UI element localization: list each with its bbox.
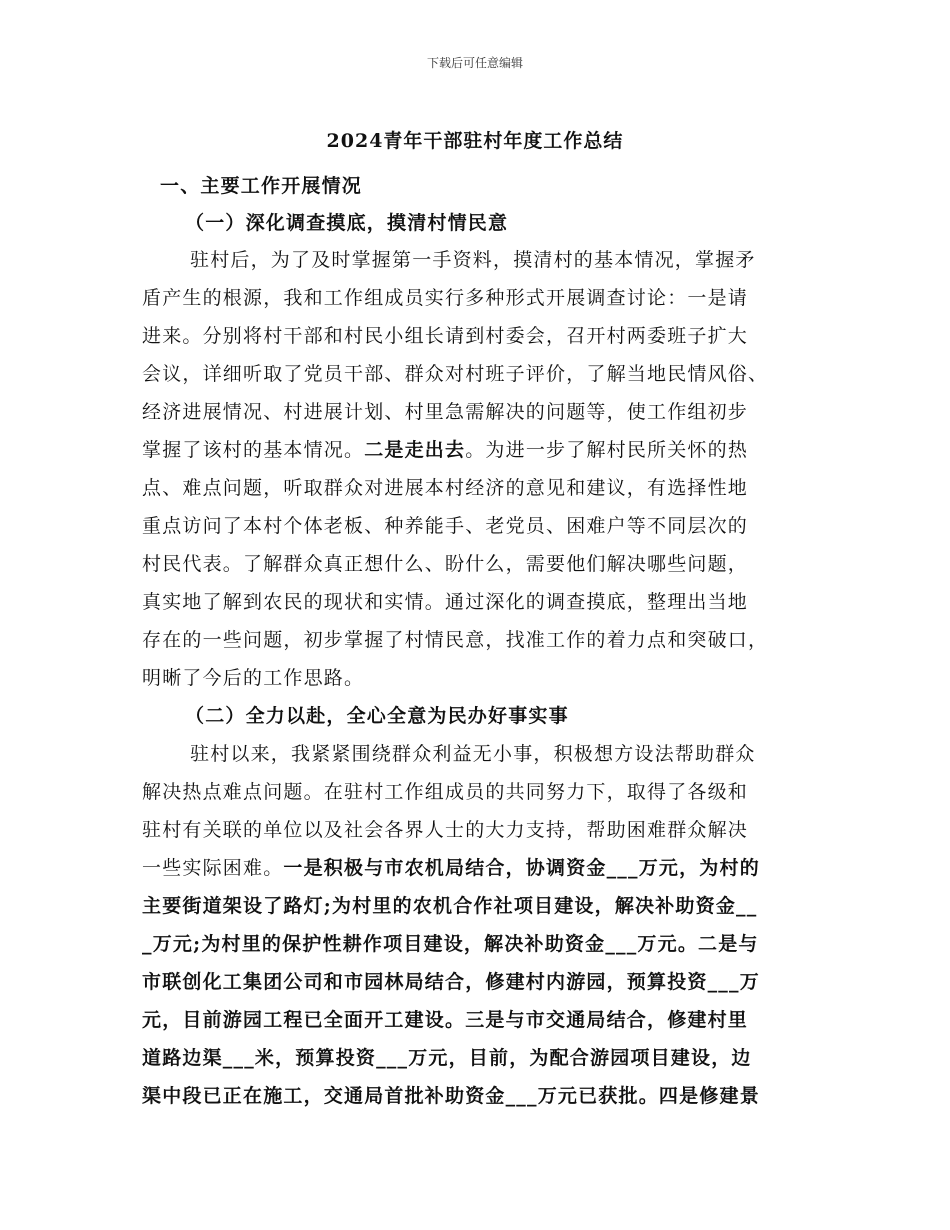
paragraph-2-line: 驻村有关联的单位以及社会各界人士的大力支持，帮助困难群众解决 — [142, 819, 749, 841]
paragraph-1-line: 明晰了今后的工作思路。 — [142, 667, 365, 689]
paragraph-2-line: 解决热点难点问题。在驻村工作组成员的共同努力下，取得了各级和 — [142, 781, 749, 803]
paragraph-1-line: 驻村后，为了及时掌握第一手资料，摸清村的基本情况，掌握矛 — [190, 249, 756, 271]
paragraph-1-line: 重点访问了本村个体老板、种养能手、老党员、困难户等不同层次的 — [142, 515, 749, 537]
paragraph-text: 。为进一步了解村民所关怀的热 — [465, 439, 749, 461]
paragraph-2-line — [142, 856, 760, 880]
paragraph-2-line: 市联创化工集团公司和市园林局结合，修建村内游园，预算投资___万 — [142, 971, 760, 993]
paragraph-2-line: _万元;为村里的保护性耕作项目建设，解决补助资金___万元。二是与 — [142, 933, 759, 955]
paragraph-1-line: 真实地了解到农民的现状和实情。通过深化的调查摸底，整理出当地 — [142, 591, 749, 613]
emphasis-text: 一是积极与市农机局结合，协调资金___万元，为村的 — [283, 857, 760, 879]
paragraph-text: 掌握了该村的基本情况。 — [142, 439, 365, 461]
emphasis-text: 二是走出去 — [364, 439, 466, 461]
subsection-heading-2: （二）全力以赴，全心全意为民办好事实事 — [185, 705, 569, 727]
paragraph-1-line: 经济进展情况、村进展计划、村里急需解决的问题等，使工作组初步 — [142, 401, 749, 423]
paragraph-2-line: 元，目前游园工程已全面开工建设。三是与市交通局结合，修建村里 — [142, 1009, 749, 1031]
subsection-heading-1: （一）深化调查摸底，摸清村情民意 — [185, 212, 509, 234]
paragraph-1-line: 进来。分别将村干部和村民小组长请到村委会，召开村两委班子扩大 — [142, 325, 749, 347]
paragraph-1-line: 村民代表。了解群众真正想什么、盼什么，需要他们解决哪些问题， — [142, 553, 749, 575]
page-header: 下载后可任意编辑 — [426, 56, 523, 70]
paragraph-1-line: 存在的一些问题，初步掌握了村情民意，找准工作的着力点和突破口， — [142, 629, 769, 651]
paragraph-2-line: 主要街道架设了路灯;为村里的农机合作社项目建设，解决补助资金__ — [142, 895, 758, 917]
paragraph-2-line: 驻村以来，我紧紧围绕群众利益无小事，积极想方设法帮助群众 — [190, 743, 756, 765]
paragraph-1-line — [142, 438, 748, 462]
paragraph-text: 一些实际困难。 — [142, 857, 284, 879]
paragraph-2-line: 渠中段已正在施工，交通局首批补助资金___万元已获批。四是修建景 — [142, 1085, 760, 1107]
document-title: 2024青年干部驻村年度工作总结 — [326, 130, 624, 152]
paragraph-2-line: 道路边渠___米，预算投资___万元，目前，为配合游园项目建设，边 — [142, 1047, 752, 1069]
section-heading-1: 一、主要工作开展情况 — [160, 175, 363, 197]
paragraph-1-line: 会议，详细听取了党员干部、群众对村班子评价，了解当地民情风俗、 — [142, 363, 769, 385]
paragraph-1-line: 盾产生的根源，我和工作组成员实行多种形式开展调查讨论：一是请 — [142, 287, 749, 309]
paragraph-1-line: 点、难点问题，听取群众对进展本村经济的意见和建议，有选择性地 — [142, 477, 749, 499]
